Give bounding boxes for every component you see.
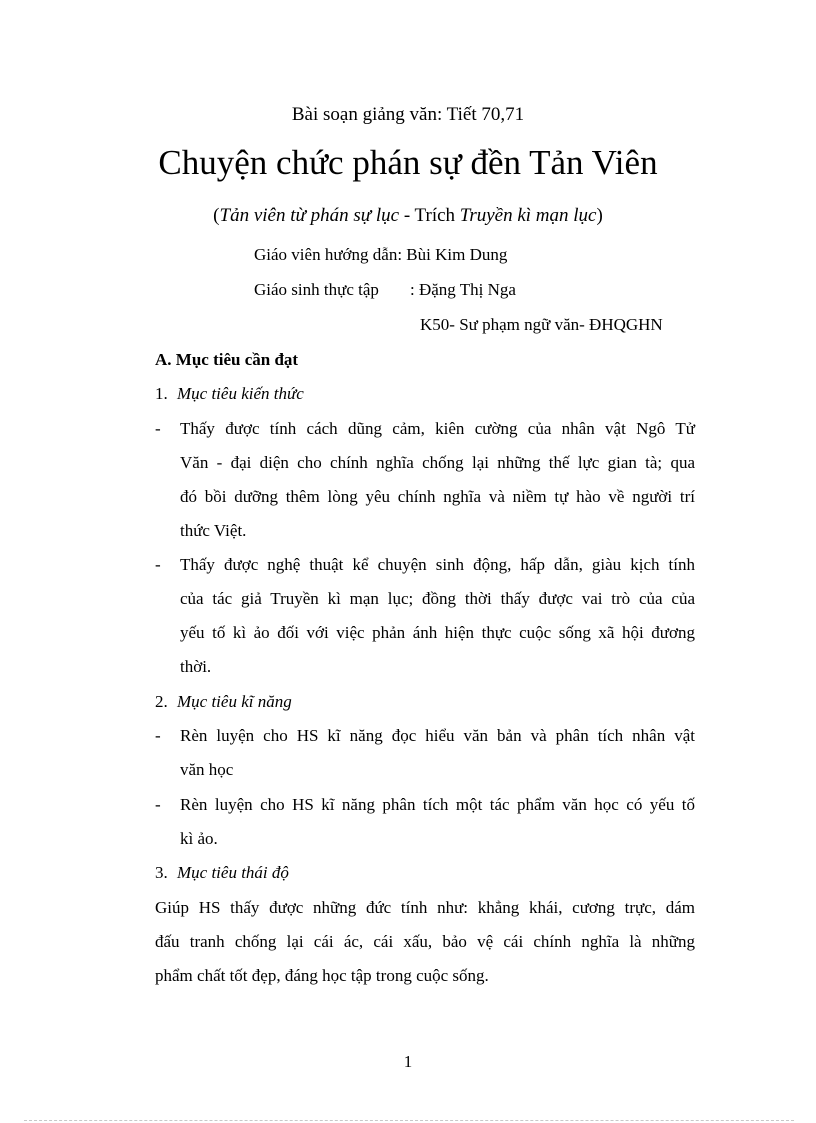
bullet-dash: - bbox=[155, 555, 161, 574]
subheading-number: 2. bbox=[155, 692, 168, 711]
text-line: Văn - đại diện cho chính nghĩa chống lại những thế lực gian tà; qua bbox=[180, 453, 695, 472]
subheading-skills bbox=[155, 692, 292, 712]
student-name: Đặng Thị Nga bbox=[418, 280, 516, 299]
bullet-item bbox=[155, 719, 695, 787]
text-line: đấu tranh chống lại cái ác, cái xấu, bảo vệ cái chính nghĩa là những bbox=[155, 932, 695, 951]
footer-rule bbox=[24, 1120, 794, 1121]
bullet-text bbox=[180, 412, 695, 548]
subheading-knowledge bbox=[155, 384, 304, 404]
text-line: thời. bbox=[180, 657, 212, 676]
bullet-dash: - bbox=[155, 726, 161, 745]
subtitle-mid: - Trích bbox=[399, 205, 460, 226]
section-heading: A. Mục tiêu cần đạt bbox=[155, 350, 299, 369]
student-sep: : bbox=[410, 280, 419, 299]
bullet-item bbox=[155, 788, 695, 856]
subtitle bbox=[0, 205, 816, 227]
subtitle-open: ( bbox=[213, 205, 220, 226]
bullet-item bbox=[155, 548, 695, 684]
bullet-text bbox=[180, 719, 695, 787]
page-title: Chuyện chức phán sự đền Tản Viên bbox=[158, 143, 658, 182]
attitude-paragraph bbox=[155, 891, 695, 993]
text-line: Rèn luyện cho HS kĩ năng phân tích một tác phẩm văn học có yếu tố bbox=[180, 795, 695, 814]
text-line: Thấy được nghệ thuật kể chuyện sinh động, hấp dẫn, giàu kịch tính bbox=[180, 555, 695, 574]
bullet-item bbox=[155, 412, 695, 548]
subtitle-work: Tản viên từ phán sự lục bbox=[219, 205, 400, 226]
text-line: thức Việt. bbox=[180, 521, 247, 540]
text-line: Giúp HS thấy được những đức tính như: khẳng khái, cương trực, dám bbox=[155, 898, 695, 917]
subheading-label: Mục tiêu kĩ năng bbox=[177, 692, 292, 711]
student-line bbox=[254, 280, 516, 300]
bullet-dash: - bbox=[155, 419, 161, 438]
text-line: đó bồi dưỡng thêm lòng yêu chính nghĩa và niềm tự hào về người trí bbox=[180, 487, 695, 506]
subheading-label: Mục tiêu thái độ bbox=[177, 863, 289, 882]
text-line: kì ảo. bbox=[180, 829, 218, 848]
bullet-dash: - bbox=[155, 795, 161, 814]
teacher-line bbox=[254, 245, 507, 265]
page-number: 1 bbox=[403, 1052, 413, 1071]
text-line: của tác giả Truyền kì mạn lục; đồng thời thấy được vai trò của của bbox=[180, 589, 695, 608]
lesson-line: Bài soạn giảng văn: Tiết 70,71 bbox=[291, 104, 525, 125]
subtitle-close: ) bbox=[596, 205, 603, 226]
subheading-number: 1. bbox=[155, 384, 168, 403]
subtitle-collection: Truyền kì mạn lục bbox=[459, 205, 597, 226]
text-line: Rèn luyện cho HS kĩ năng đọc hiểu văn bản và phân tích nhân vật bbox=[180, 726, 695, 745]
teacher-label: Giáo viên hướng dẫn: bbox=[254, 245, 407, 264]
bullet-text bbox=[180, 548, 695, 684]
subheading-attitude bbox=[155, 863, 289, 883]
class-line: K50- Sư phạm ngữ văn- ĐHQGHN bbox=[420, 315, 663, 334]
bullet-text bbox=[180, 788, 695, 856]
subheading-label: Mục tiêu kiến thức bbox=[177, 384, 304, 403]
text-line: Thấy được tính cách dũng cảm, kiên cường của nhân vật Ngô Tử bbox=[180, 419, 695, 438]
text-line: yếu tố kì ảo đối với việc phản ánh hiện thực cuộc sống xã hội đương bbox=[180, 623, 695, 642]
teacher-name: Bùi Kim Dung bbox=[406, 245, 508, 264]
text-line: văn học bbox=[180, 760, 234, 779]
subheading-number: 3. bbox=[155, 863, 168, 882]
text-line: phẩm chất tốt đẹp, đáng học tập trong cuộc sống. bbox=[155, 966, 489, 985]
student-label: Giáo sinh thực tập bbox=[254, 280, 379, 299]
